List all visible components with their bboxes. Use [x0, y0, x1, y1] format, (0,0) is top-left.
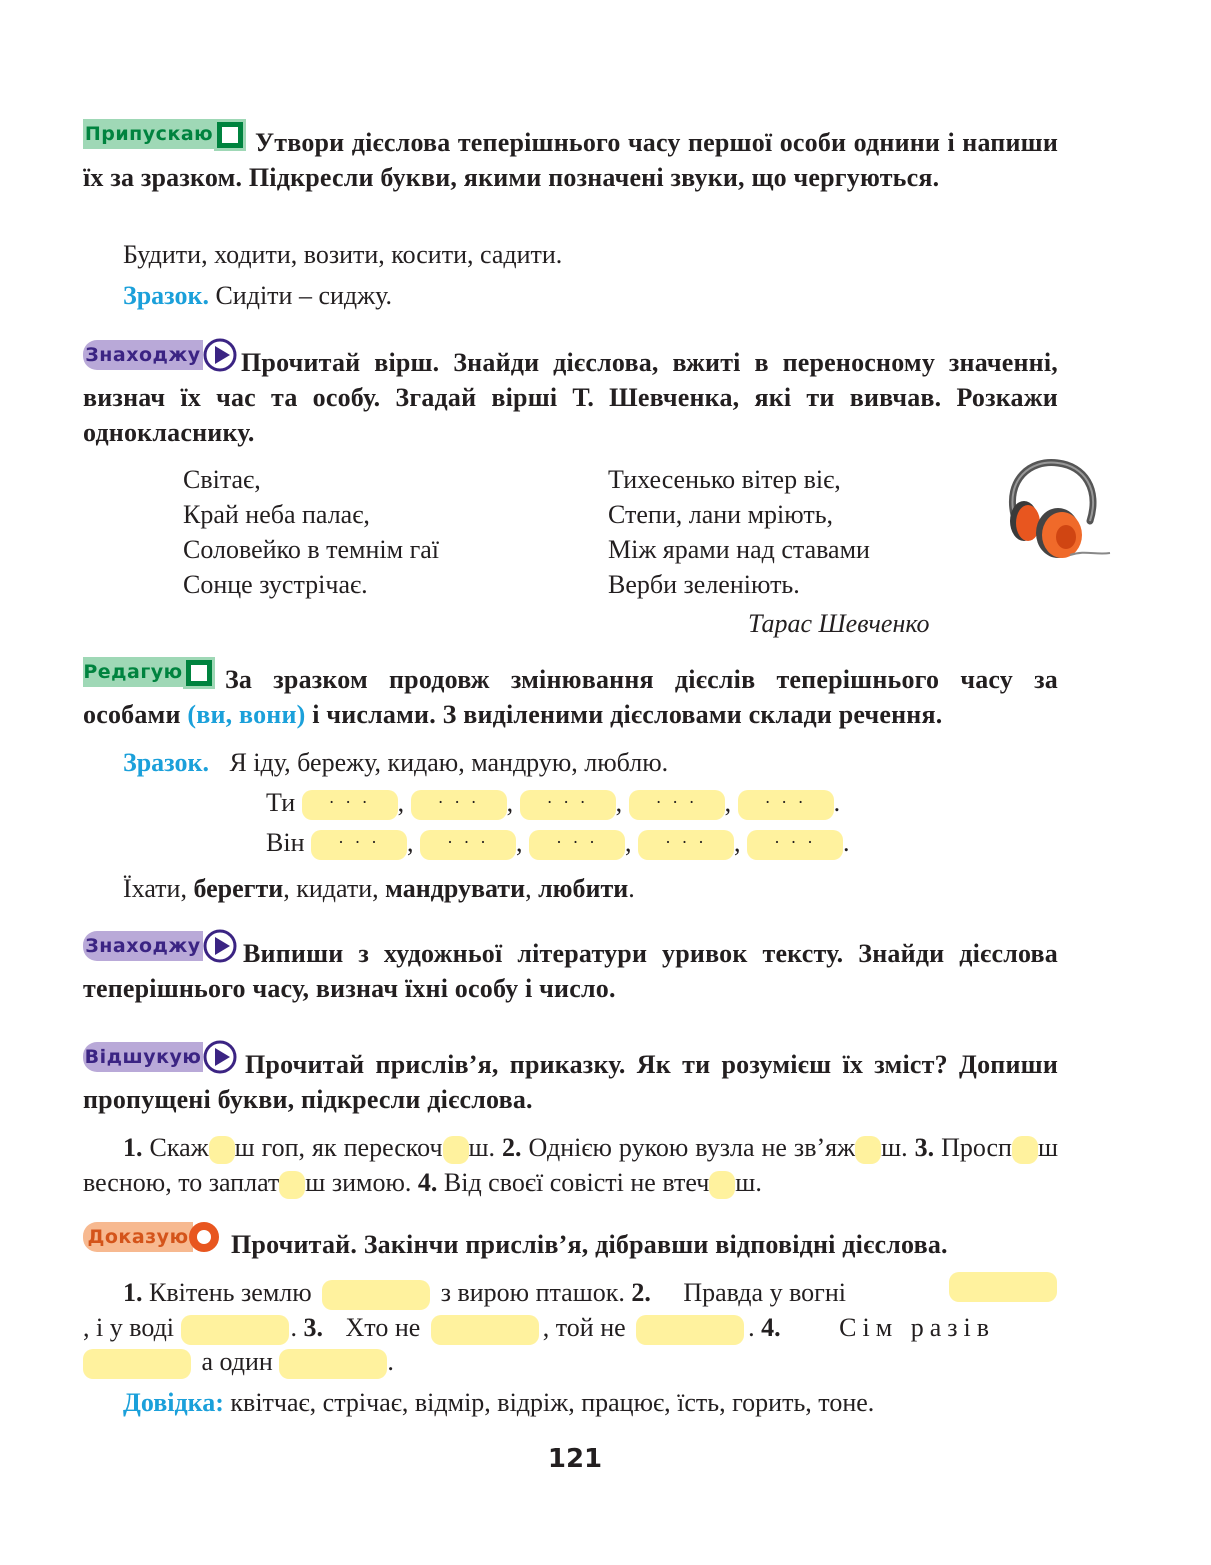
answer-blank[interactable]: [949, 1272, 1057, 1302]
answer-blank[interactable]: [83, 1349, 191, 1379]
answer-blank[interactable]: · · ·: [629, 790, 725, 820]
poem-line: Світає,: [183, 465, 261, 494]
task6-header: [83, 1222, 193, 1252]
task6-help: [123, 1385, 874, 1420]
answer-blank[interactable]: · · ·: [520, 790, 616, 820]
task4-title: Випиши з художньої літератури уривок тексту. Знайди дієслова теперішнього часу, визнач їхні особу і число.: [83, 939, 1058, 1003]
poem-author: Тарас Шевченко: [748, 609, 930, 638]
poem-line: Між ярами над ставами: [608, 535, 870, 564]
answer-blank[interactable]: · · ·: [311, 830, 407, 860]
task6-title: Прочитай. Закінчи прислів’я, дібравши відповідні дієслова.: [231, 1230, 948, 1259]
answer-blank[interactable]: · · ·: [411, 790, 507, 820]
answer-blank[interactable]: [322, 1280, 430, 1310]
letter-blank[interactable]: [1012, 1136, 1038, 1164]
sample-label: Зразок.: [123, 748, 209, 777]
task1-words: Будити, ходити, возити, косити, садити.: [123, 240, 563, 269]
task6-line1: 1. Квітень землю з вирою пташок. 2. Правда у вогні: [123, 1275, 846, 1310]
answer-blank[interactable]: · · ·: [738, 790, 834, 820]
poem-line: Степи, лани мріють,: [608, 500, 834, 529]
answer-blank[interactable]: [431, 1315, 539, 1345]
task-badge: Знаходжу: [83, 931, 203, 961]
task1-title: Утвори дієслова теперішнього часу першої особи однини і напиши їх за зразком. Підкресли букви, якими позначені звуки, що чергуються.: [83, 128, 1058, 192]
task3-title: За зразком продовж змінювання дієслів теперішнього часу за особами (ви, вони) і числами. З виділеними дієсловами склади речення.: [83, 665, 1058, 729]
task3-sample: [123, 745, 668, 780]
verb: кидати: [296, 874, 373, 903]
pronoun: Ти: [266, 788, 296, 817]
sample-label: Зразок.: [123, 281, 209, 310]
poem-left: [183, 462, 583, 602]
title-highlight: (ви, вони): [187, 700, 306, 729]
answer-blank[interactable]: · · ·: [638, 830, 734, 860]
answer-blank[interactable]: [279, 1349, 387, 1379]
answer-blank[interactable]: · · ·: [302, 790, 398, 820]
sample-text: Я іду, бережу, кидаю, мандрую, люблю.: [229, 748, 669, 777]
letter-blank[interactable]: [279, 1171, 305, 1199]
task-badge: Редагую: [83, 657, 183, 687]
answer-blank[interactable]: · · ·: [420, 830, 516, 860]
answer-blank[interactable]: [636, 1315, 744, 1345]
conjugation-row-ty: Ти · · · , · · · , · · · , · · · , · · · .: [266, 785, 840, 820]
answer-blank[interactable]: · · ·: [529, 830, 625, 860]
task-badge: Відшукую: [83, 1042, 203, 1072]
poem-line: Верби зеленіють.: [608, 570, 800, 599]
poem-line: Соловейко в темнім гаї: [183, 535, 440, 564]
task2-title: Прочитай вірш. Знайди дієслова, вжиті в переносному значенні, визнач їх час та особу. Згадай вірші Т. Шевченка, які ти вивчав. Розкажи однокласнику.: [83, 348, 1058, 447]
letter-blank[interactable]: [709, 1171, 735, 1199]
task3-verbs: Їхати, берегти, кидати, мандрувати, любити.: [123, 874, 635, 903]
task6-line2: , і у воді . 3. Хто не , той не . 4. Сім разів: [83, 1310, 995, 1345]
poem-line: Тихесенько вітер віє,: [608, 465, 841, 494]
verb-highlighted: мандрувати: [385, 874, 526, 903]
help-label: Довідка:: [123, 1388, 224, 1417]
sample-text: Сидіти – сиджу.: [215, 281, 392, 310]
conjugation-row-vin: Він · · · , · · · , · · · , · · · , · · · .: [266, 825, 849, 860]
answer-blank[interactable]: [181, 1315, 289, 1345]
page-number: 121: [547, 1444, 603, 1474]
task1-sample: [123, 278, 392, 313]
verb: Їхати: [123, 874, 181, 903]
task-badge: Доказую: [83, 1222, 193, 1252]
task5-proverbs: 1. Скаж ш гоп, як перескоч ш. 2. Однією рукою вузла не зв’яж ш. 3. Просп ш весною, то заплат ш зимою. 4. Від своєї совісті не втеч ш.: [83, 1130, 1058, 1200]
letter-blank[interactable]: [855, 1136, 881, 1164]
task-badge: Знаходжу: [83, 340, 203, 370]
letter-blank[interactable]: [443, 1136, 469, 1164]
letter-blank[interactable]: [209, 1136, 235, 1164]
verb-highlighted: берегти: [193, 874, 284, 903]
circle-icon: [189, 1222, 219, 1252]
task-badge: Припускаю: [83, 119, 215, 149]
task5-title: Прочитай прислів’я, приказку. Як ти розумієш їх зміст? Допиши пропущені букви, підкресли дієслова.: [83, 1050, 1058, 1114]
task6-line3: а один .: [83, 1344, 394, 1379]
verb-highlighted: любити: [538, 874, 629, 903]
poem-right: [608, 462, 988, 602]
pronoun: Він: [266, 828, 305, 857]
poem-line: Сонце зустрічає.: [183, 570, 368, 599]
headphones-icon: [1000, 455, 1112, 560]
answer-blank[interactable]: · · ·: [747, 830, 843, 860]
help-text: квітчає, стрічає, відмір, відріж, працює, їсть, горить, тоне.: [230, 1388, 875, 1417]
poem-line: Край неба палає,: [183, 500, 370, 529]
